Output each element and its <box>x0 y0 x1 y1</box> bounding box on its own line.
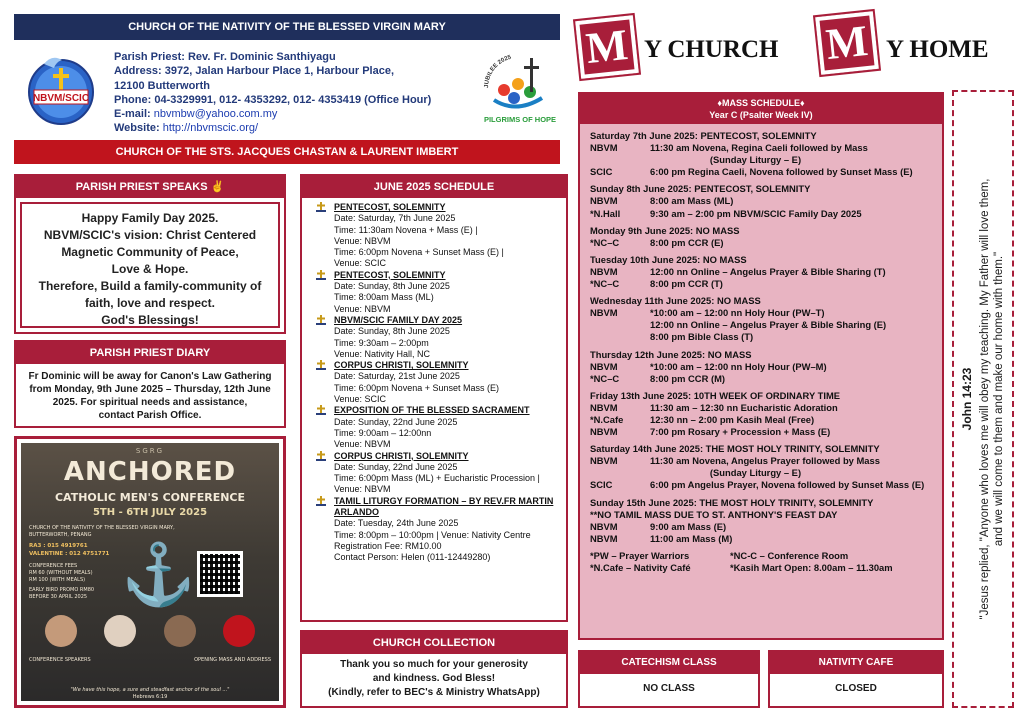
priest-speaks-panel <box>14 174 286 334</box>
speaks-line: Therefore, Build a family-community of <box>38 279 262 293</box>
mass-day-heading: Wednesday 11th June 2025: NO MASS <box>590 295 761 307</box>
schedule-event-detail: Time: 11:30am Novena + Mass (E) | <box>334 224 478 235</box>
poster-early-bird-date: BEFORE 30 APRIL 2025 <box>29 594 88 600</box>
mass-schedule-subtitle: Year C (Psalter Week IV) <box>709 110 813 120</box>
schedule-event <box>312 315 558 360</box>
bible-verse <box>960 99 1006 699</box>
schedule-event <box>312 270 558 315</box>
collection-line: Thank you so much for your generosity <box>340 659 528 670</box>
schedule-event-detail: Time: 9:00am – 12:00nn <box>334 427 432 438</box>
conference-poster <box>14 436 286 708</box>
schedule-event-title: PENTECOST, SOLEMNITY <box>334 202 446 212</box>
mass-row-venue: NBVM <box>590 307 618 319</box>
mass-row-detail: *10:00 am – 12:00 nn Holy Hour (PW–M) <box>650 360 827 372</box>
mass-row-detail: 11:30 am – 12:30 nn Eucharistic Adoration <box>650 401 838 413</box>
mass-row-venue: *NC–C <box>590 372 620 384</box>
mass-row <box>590 166 934 178</box>
speaks-line: NBVM/SCIC's vision: Christ Centered <box>43 228 257 242</box>
verse-line-2: and we will come to them and make our home with them." <box>993 251 1005 547</box>
mass-day <box>590 254 934 290</box>
schedule-event-detail: Time: 6:00pm Mass (ML) + Eucharistic Procession | <box>334 473 540 484</box>
schedule-event-detail: Venue: NBVM <box>334 439 391 450</box>
brand-word-home: Y HOME <box>886 36 989 63</box>
mass-row <box>590 237 934 249</box>
schedule-event-detail: Date: Sunday, 8th June 2025 <box>334 326 450 337</box>
mass-row <box>590 521 934 533</box>
mass-row-detail: 11:30 am Novena, Angelus Prayer followed by Mass <box>650 455 880 467</box>
mass-row-detail <box>837 509 934 521</box>
cross-bullet-icon <box>316 451 326 461</box>
mass-row-detail: 8:00 am Mass (ML) <box>650 195 734 207</box>
collection-line: and kindness. God Bless! <box>372 673 496 684</box>
poster-dates: 5TH - 6TH JULY 2025 <box>92 507 208 518</box>
mass-row <box>590 467 934 479</box>
mass-row <box>590 195 934 207</box>
mass-row <box>590 142 934 154</box>
schedule-event-detail: Venue: NBVM <box>334 235 391 246</box>
schedule-event-detail: Time: 6:00pm Novena + Sunset Mass (E) <box>334 382 499 393</box>
diary-line: Fr Dominic will be away for Canon's Law Gathering <box>28 371 272 382</box>
schedule-event-detail: Venue: SCIC <box>334 394 387 405</box>
mass-row <box>590 266 934 278</box>
mass-row-detail: 11:30 am Novena, Regina Caeli followed by Mass <box>650 142 868 154</box>
mass-row-venue: *N.Hall <box>590 207 621 219</box>
speaker-photos <box>31 615 269 655</box>
poster-fee-title: CONFERENCE FEES <box>29 563 78 569</box>
mass-row-venue: NBVM <box>590 142 618 154</box>
poster-contact-1: RA3 : 015 4919761 <box>29 543 88 549</box>
brand-m-letter-2: M <box>815 11 879 75</box>
mass-schedule-title: ♦MASS SCHEDULE♦ <box>717 98 805 108</box>
mass-day <box>590 349 934 385</box>
mass-day <box>590 130 934 178</box>
mass-row-venue <box>590 467 650 479</box>
legend-item: *PW – Prayer Warriors <box>590 549 690 561</box>
priest-speaks-body <box>20 202 280 328</box>
mass-row <box>590 373 934 385</box>
schedule-event-detail: Date: Sunday, 8th June 2025 <box>334 281 450 292</box>
schedule-event-detail: Venue: SCIC <box>334 258 387 269</box>
schedule-event-detail: Date: Sunday, 22nd June 2025 <box>334 461 458 472</box>
qr-code-icon <box>197 551 243 597</box>
mass-row <box>590 319 934 331</box>
mass-row-venue: NBVM <box>590 532 618 544</box>
priest-speaks-title: PARISH PRIEST SPEAKS ✌ <box>16 176 284 198</box>
legend-item: *N.Cafe – Nativity Café <box>590 562 691 573</box>
church-collection-panel <box>300 630 568 708</box>
speaks-line: God's Blessings! <box>101 313 199 327</box>
mass-row <box>590 533 934 545</box>
legend-item: *NC-C – Conference Room <box>730 549 849 561</box>
speaks-line: faith, love and respect. <box>84 296 216 310</box>
anchor-icon: ⚓ <box>121 541 196 608</box>
legend-row <box>590 550 934 562</box>
poster-opening-label: OPENING MASS AND ADDRESS <box>194 657 271 663</box>
website-link[interactable]: http://nbvmscic.org/ <box>162 122 259 135</box>
mass-row-venue: *NC–C <box>590 278 620 290</box>
mass-row <box>590 455 934 467</box>
address-line-1: Address: 3972, Jalan Harbour Place 1, Harbour Place, <box>114 65 395 78</box>
catechism-status: NO CLASS <box>643 683 695 694</box>
address-line-2: 12100 Butterworth <box>114 79 210 92</box>
cross-bullet-icon <box>316 360 326 370</box>
mass-row-venue: NBVM <box>590 455 618 467</box>
poster-quote: "We have this hope, a sure and steadfast anchor of the soul ..." <box>70 687 230 693</box>
schedule-event-detail: Date: Saturday, 7th June 2025 <box>334 213 456 224</box>
mass-row <box>590 331 934 343</box>
schedule-event-title: CORPUS CHRISTI, SOLEMNITY <box>334 360 469 371</box>
email-link[interactable]: nbvmbw@yahoo.com.my <box>153 108 278 121</box>
poster-venue: CHURCH OF THE NATIVITY OF THE BLESSED VIRGIN MARY, BUTTERWORTH, PENANG <box>29 525 175 538</box>
mass-row-detail: 12:00 nn Online – Angelus Prayer & Bible Sharing (T) <box>650 265 886 277</box>
cross-bullet-icon <box>316 405 326 415</box>
schedule-event-detail: Venue: NBVM <box>334 484 391 495</box>
schedule-event <box>312 202 558 270</box>
schedule-event <box>312 496 558 564</box>
dove-icon: ✌ <box>210 181 225 193</box>
verse-line-1: "Jesus replied, "Anyone who loves me will obey my teaching. My Father will love them, <box>979 178 991 620</box>
june-schedule-body <box>302 198 566 568</box>
speaks-line: Magnetic Community of Peace, <box>61 245 239 259</box>
schedule-event-detail: Date: Sunday, 22nd June 2025 <box>334 416 458 427</box>
nativity-cafe-status: CLOSED <box>835 683 877 694</box>
cross-bullet-icon <box>316 315 326 325</box>
diary-line: 2025. For spiritual needs and assistance, <box>52 397 248 408</box>
schedule-event-detail: Date: Tuesday, 24th June 2025 <box>334 518 459 529</box>
mass-row-venue: SCIC <box>590 166 613 178</box>
mass-row-detail: 8:00 pm Bible Class (T) <box>650 331 754 343</box>
priest-diary-panel <box>14 340 286 428</box>
mass-day <box>590 295 934 343</box>
parish-info <box>114 50 474 136</box>
mass-day-heading: Sunday 15th June 2025: THE MOST HOLY TRINITY, SOLEMNITY <box>590 496 874 508</box>
schedule-event-title: PENTECOST, SOLEMNITY <box>334 269 446 280</box>
svg-text:NBVM/SCIC: NBVM/SCIC <box>32 93 90 104</box>
diary-line: contact Parish Office. <box>98 410 202 421</box>
cross-bullet-icon <box>316 496 326 506</box>
schedule-event-title: TAMIL LITURGY FORMATION – BY REV.FR MARTIN ARLANDO <box>334 495 554 518</box>
june-schedule-panel <box>300 174 568 622</box>
poster-image <box>21 443 279 701</box>
legend-row <box>590 562 934 574</box>
poster-title: ANCHORED <box>63 457 237 487</box>
parish-logo <box>22 50 100 128</box>
mass-day-heading: Sunday 8th June 2025: PENTECOST, SOLEMNITY <box>590 183 811 195</box>
brand-m-letter-1: M <box>575 15 639 79</box>
mass-day <box>590 225 934 249</box>
svg-text:JUBILEE 2025: JUBILEE 2025 <box>483 54 512 89</box>
mass-row-detail: 8:00 pm CCR (E) <box>650 236 724 248</box>
schedule-event-detail: Date: Saturday, 21st June 2025 <box>334 371 460 382</box>
collection-line: (Kindly, refer to BEC's & Ministry WhatsApp) <box>328 687 540 698</box>
schedule-event <box>312 451 558 496</box>
mass-row-detail: (Sunday Liturgy – E) <box>650 467 802 479</box>
mass-row-venue: *NC–C <box>590 236 620 248</box>
website-label: Website: <box>114 122 163 135</box>
mass-row-venue: *N.Cafe <box>590 413 624 425</box>
church-title: CHURCH OF THE NATIVITY OF THE BLESSED VIRGIN MARY <box>14 14 560 40</box>
mass-row <box>590 414 934 426</box>
priest-diary-body <box>16 364 284 428</box>
mass-schedule-panel <box>578 92 944 640</box>
mass-day-heading: Saturday 7th June 2025: PENTECOST, SOLEMNITY <box>590 130 817 141</box>
mass-day-heading: Friday 13th June 2025: 10TH WEEK OF ORDINARY TIME <box>590 389 841 401</box>
poster-fee-2: RM 100 (WITH MEALS) <box>29 577 86 583</box>
poster-speakers-label: CONFERENCE SPEAKERS <box>29 657 91 663</box>
poster-org: SGRG <box>135 447 165 455</box>
poster-quote-ref: Hebrews 6:19 <box>132 694 168 700</box>
mass-row-detail: 6:00 pm Angelus Prayer, Novena followed by Sunset Mass (E) <box>650 479 925 491</box>
brand-word-church: Y CHURCH <box>644 36 779 63</box>
schedule-event-detail: Registration Fee: RM10.00 <box>334 540 442 551</box>
mass-row-venue: SCIC <box>590 479 613 491</box>
schedule-event-detail: Time: 8:00pm – 10:00pm | Venue: Nativity Centre <box>334 529 531 540</box>
mass-row <box>590 426 934 438</box>
mass-day-heading: Tuesday 10th June 2025: NO MASS <box>590 253 747 265</box>
email-line <box>114 107 474 121</box>
cross-bullet-icon <box>316 202 326 212</box>
cross-bullet-icon <box>316 270 326 280</box>
mass-row-venue: NBVM <box>590 520 618 532</box>
poster-contact-2: VALENTINE : 012 4751771 <box>29 551 110 557</box>
schedule-event-detail: Venue: Nativity Hall, NC <box>334 348 431 359</box>
mass-day <box>590 497 934 545</box>
jubilee-logo <box>474 48 560 134</box>
schedule-event-title: EXPOSITION OF THE BLESSED SACRAMENT <box>334 405 530 416</box>
parish-priest: Parish Priest: Rev. Fr. Dominic Santhiyagu <box>114 51 336 63</box>
speaks-line: Happy Family Day 2025. <box>81 211 219 225</box>
mass-row-venue <box>590 154 650 166</box>
mass-row-venue: **NO TAMIL MASS DUE TO ST. ANTHONY'S FEAST DAY <box>590 508 838 520</box>
poster-subtitle: CATHOLIC MEN'S CONFERENCE <box>54 491 246 504</box>
mass-schedule-header <box>580 94 942 124</box>
mass-row <box>590 479 934 491</box>
schedule-event-title: NBVM/SCIC FAMILY DAY 2025 <box>334 314 463 325</box>
mass-row <box>590 361 934 373</box>
mass-row-venue: NBVM <box>590 360 618 372</box>
website-line <box>114 121 474 135</box>
mass-day <box>590 443 934 491</box>
june-schedule-title: JUNE 2025 SCHEDULE <box>302 176 566 198</box>
mass-row-detail: 9:00 am Mass (E) <box>650 520 727 532</box>
mass-row <box>590 208 934 220</box>
schedule-event-detail: Time: 9:30am – 2:00pm <box>334 337 429 348</box>
church-collection-title: CHURCH COLLECTION <box>302 632 566 654</box>
mass-row <box>590 402 934 414</box>
schedule-event-detail: Time: 8:00am Mass (ML) <box>334 292 434 303</box>
mass-row-venue: NBVM <box>590 401 618 413</box>
verse-reference: John 14:23 <box>960 367 974 431</box>
mass-day-heading: Thursday 12th June 2025: NO MASS <box>590 348 752 360</box>
mass-schedule-body <box>580 124 942 574</box>
mass-row-detail: 12:30 nn – 2:00 pm Kasih Meal (Free) <box>650 413 815 425</box>
diary-line: from Monday, 9th June 2025 – Thursday, 12th June <box>29 384 271 395</box>
catechism-title: CATECHISM CLASS <box>580 652 758 674</box>
legend-item: *Kasih Mart Open: 8.00am – 11.30am <box>730 562 893 573</box>
schedule-event-detail: Time: 6:00pm Novena + Sunset Mass (E) | <box>334 247 504 258</box>
schedule-event <box>312 360 558 405</box>
svg-text:PILGRIMS OF HOPE: PILGRIMS OF HOPE <box>483 115 557 124</box>
mass-day-heading: Monday 9th June 2025: NO MASS <box>590 224 740 236</box>
church-collection-body <box>302 654 566 700</box>
mass-row-detail: 11:00 am Mass (M) <box>650 532 733 544</box>
mass-row <box>590 509 934 521</box>
priest-diary-title: PARISH PRIEST DIARY <box>16 342 284 364</box>
mass-row-detail: *10:00 am – 12:00 nn Holy Hour (PW–T) <box>650 307 825 319</box>
schedule-event-detail: Contact Person: Helen (011-12449280) <box>334 552 491 563</box>
mass-row-venue <box>590 331 650 343</box>
mass-row-detail: 8:00 pm CCR (T) <box>650 278 723 290</box>
speaks-line: Love & Hope. <box>111 262 189 276</box>
mass-row-detail: 6:00 pm Regina Caeli, Novena followed by Sunset Mass (E) <box>650 166 913 178</box>
mass-row-detail: 9:30 am – 2:00 pm NBVM/SCIC Family Day 2025 <box>650 207 862 219</box>
schedule-event-detail: Venue: NBVM <box>334 303 391 314</box>
mass-day <box>590 390 934 438</box>
mass-row <box>590 278 934 290</box>
mass-row-detail: (Sunday Liturgy – E) <box>650 154 802 166</box>
mass-row-venue: NBVM <box>590 265 618 277</box>
schedule-event <box>312 405 558 450</box>
mass-row-detail: 12:00 nn Online – Angelus Prayer & Bible Sharing (E) <box>650 319 887 331</box>
catechism-panel <box>578 650 760 708</box>
mass-row <box>590 154 934 166</box>
poster-fee-1: RM 60 (WITHOUT MEALS) <box>29 570 93 576</box>
nativity-cafe-panel <box>768 650 944 708</box>
mass-day <box>590 183 934 219</box>
mass-row-venue: NBVM <box>590 426 618 438</box>
poster-early-bird: EARLY BIRD PROMO RM80 <box>29 587 95 593</box>
mass-day-heading: Saturday 14th June 2025: THE MOST HOLY TRINITY, SOLEMNITY <box>590 443 880 455</box>
mass-row-detail: 7:00 pm Rosary + Procession + Mass (E) <box>650 426 831 438</box>
mass-row-venue: NBVM <box>590 195 618 207</box>
mass-row-detail: 8:00 pm CCR (M) <box>650 372 726 384</box>
nativity-cafe-title: NATIVITY CAFE <box>770 652 942 674</box>
mass-row <box>590 307 934 319</box>
phone: Phone: 04-3329991, 012- 4353292, 012- 4353419 (Office Hour) <box>114 93 432 106</box>
schedule-event-title: CORPUS CHRISTI, SOLEMNITY <box>334 450 469 461</box>
email-label: E-mail: <box>114 108 154 121</box>
mass-legend <box>590 550 934 574</box>
second-church-title: CHURCH OF THE STS. JACQUES CHASTAN & LAURENT IMBERT <box>14 140 560 164</box>
bible-verse-box <box>952 90 1014 708</box>
mass-row-venue <box>590 319 650 331</box>
